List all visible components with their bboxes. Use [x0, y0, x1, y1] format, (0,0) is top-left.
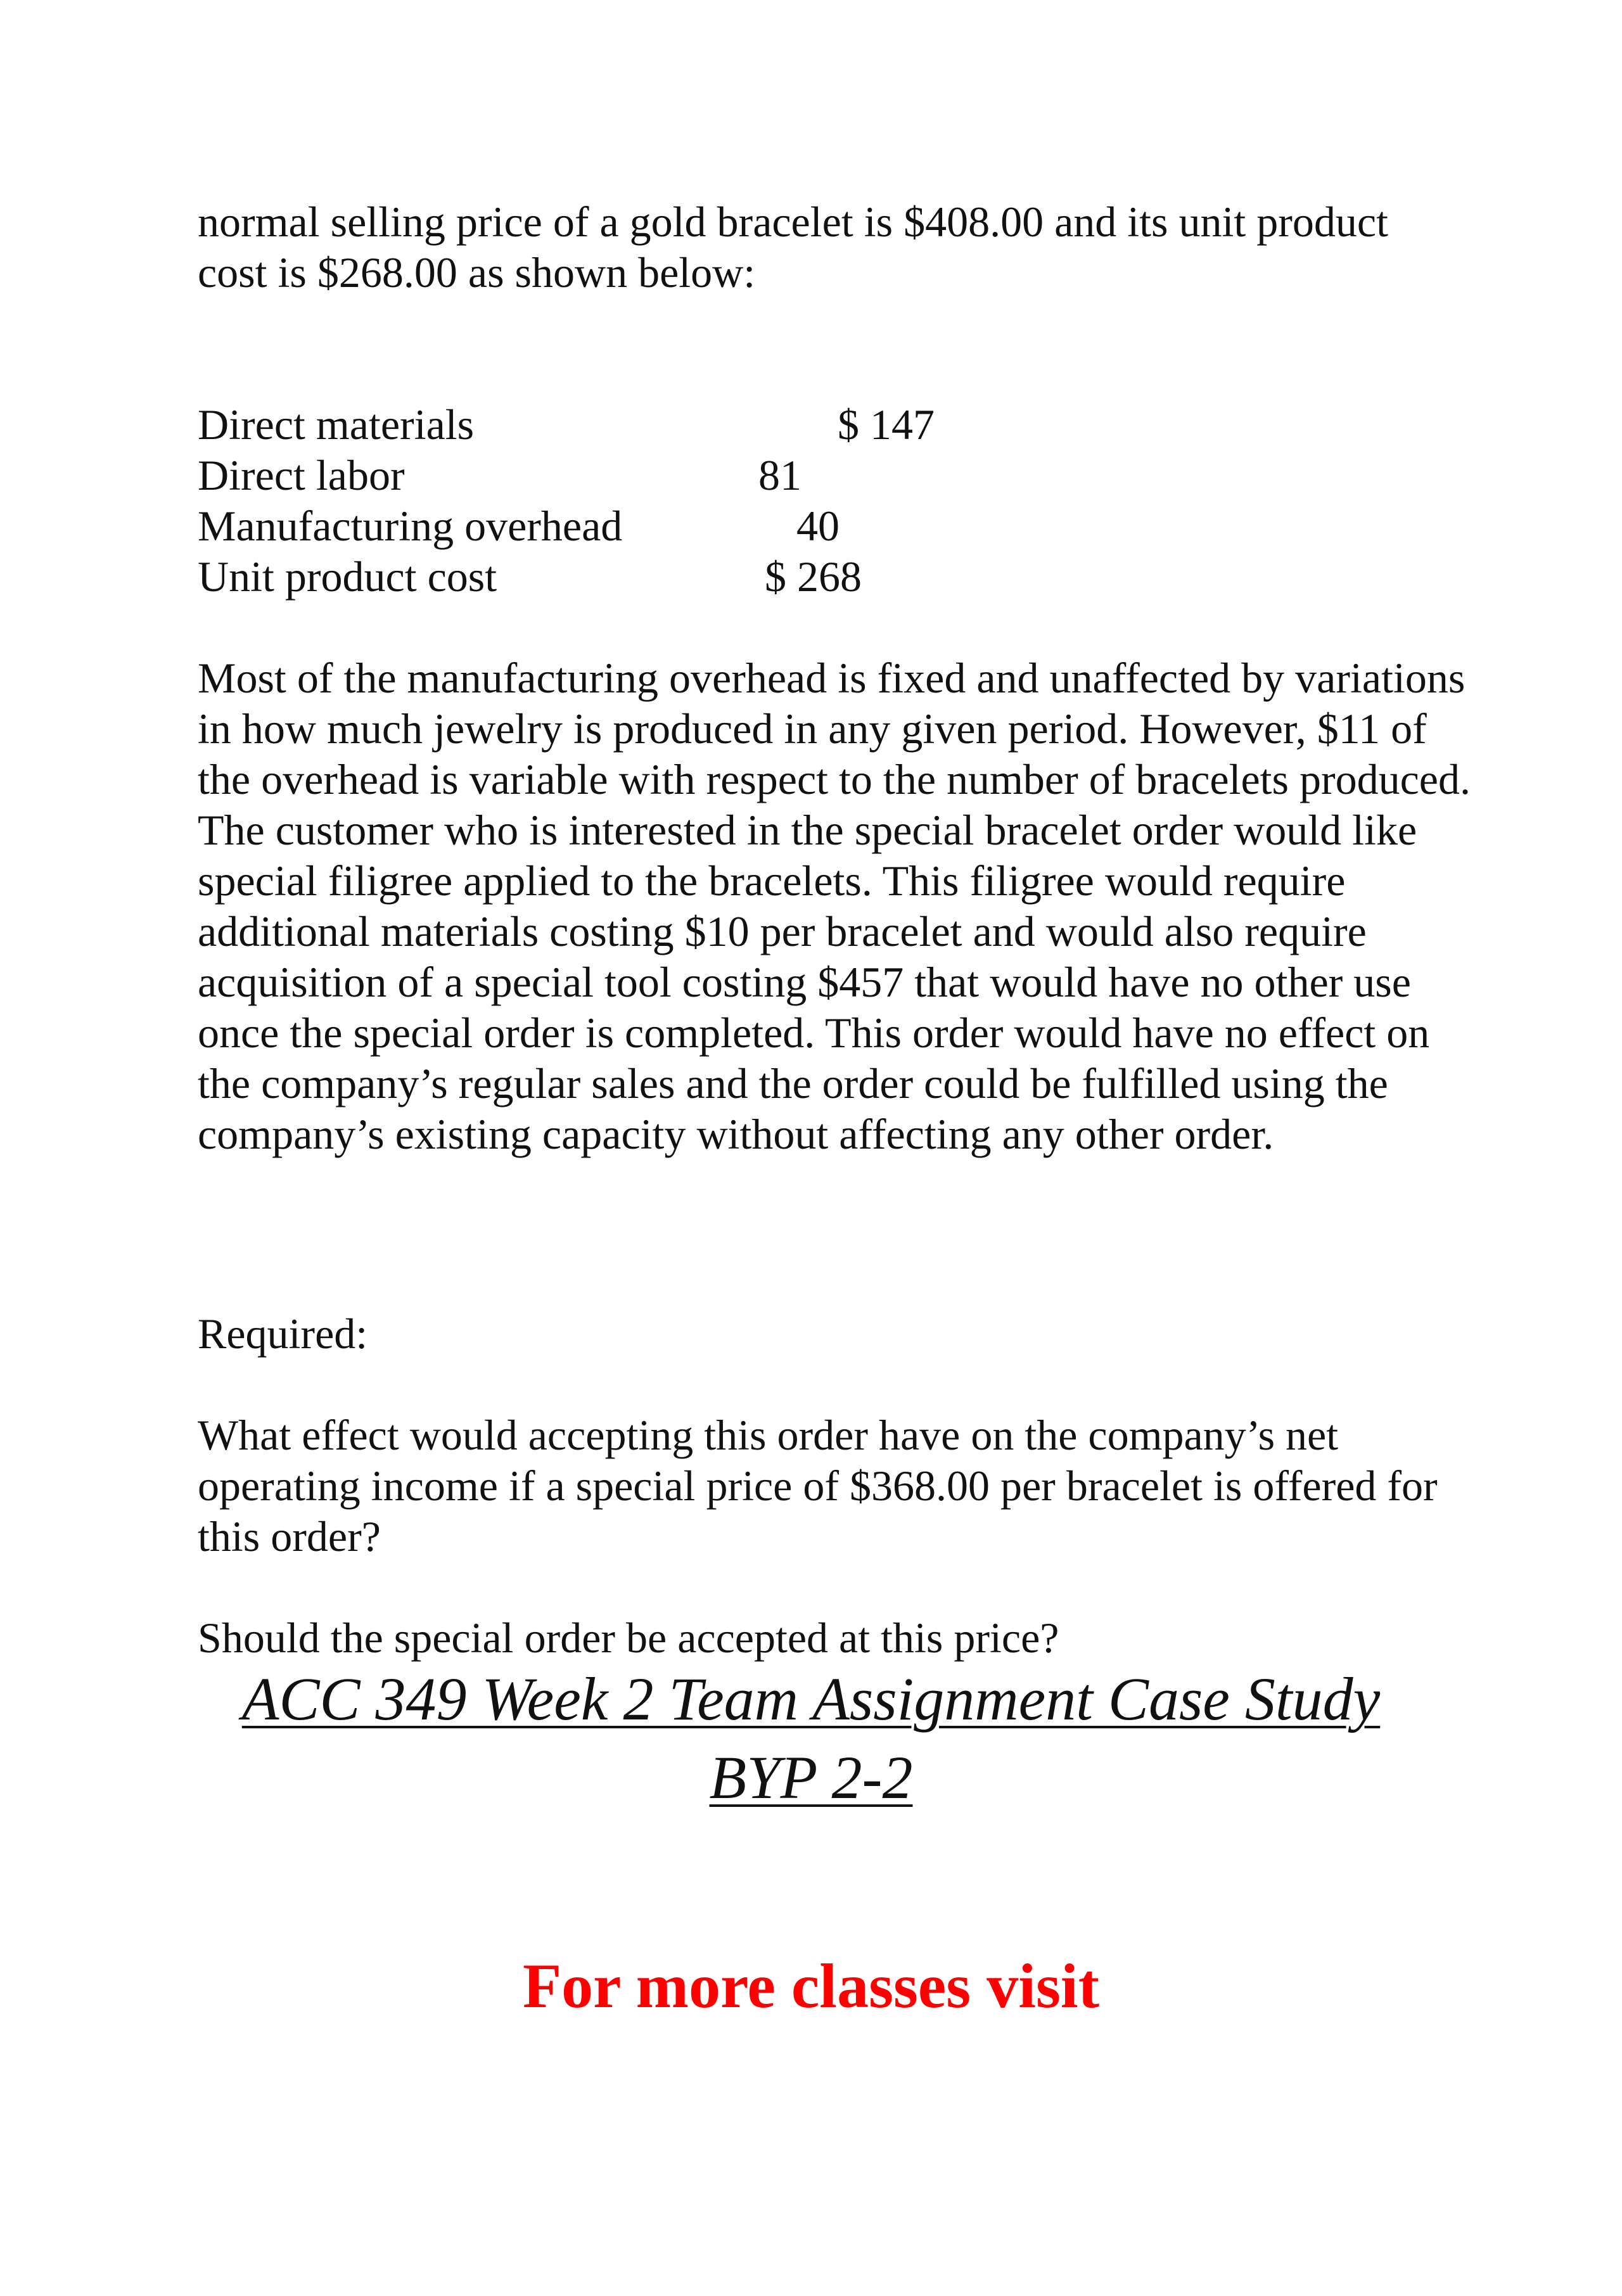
cost-label: Unit product cost [198, 552, 497, 601]
should-question-text: Should the special order be accepted at this price? [198, 1614, 1059, 1662]
cost-row [198, 450, 1085, 501]
cost-label: Manufacturing overhead [198, 502, 623, 550]
cost-label: Direct materials [198, 400, 475, 449]
cost-value: 40 [796, 502, 840, 550]
cost-row [198, 501, 1085, 551]
cost-row [198, 551, 1085, 602]
overhead-paragraph: Most of the manufacturing overhead is fixed and unaffected by variations in how much jewelry is produced in any given period. However, $11 of the overhead is variable with respect to the number of bracelets produced. The customer who is interested in the special bracelet order would like special filigree applied to the bracelets. This filigree would require additional materials costing $10 per bracelet and would also require acquisition of a special tool costing $457 that would have no other use once the special order is completed. This order would have no effect on the company’s regular sales and the order could be fulfilled using the company’s existing capacity without affecting any other order. [198, 654, 1471, 1158]
cost-value: $ 268 [765, 552, 862, 601]
promo-text: For more classes visit [522, 1951, 1099, 2021]
title-line-2: BYP 2-2 [709, 1744, 913, 1811]
intro-text: normal selling price of a gold bracelet is $408.00 and its unit product cost is $268.00 as shown below: [198, 198, 1388, 297]
cost-table [198, 399, 1085, 602]
assignment-title [0, 1660, 1622, 1817]
question-text: What effect would accepting this order have on the company’s net operating income if a special price of $368.00 per bracelet is offered for this order? [198, 1411, 1438, 1560]
title-line-1: ACC 349 Week 2 Team Assignment Case Study [241, 1665, 1381, 1733]
required-heading: Required: [198, 1310, 368, 1358]
cost-value: 81 [758, 451, 801, 499]
cost-label: Direct labor [198, 451, 405, 499]
cost-row [198, 399, 1085, 450]
cost-value: $ 147 [838, 400, 935, 449]
